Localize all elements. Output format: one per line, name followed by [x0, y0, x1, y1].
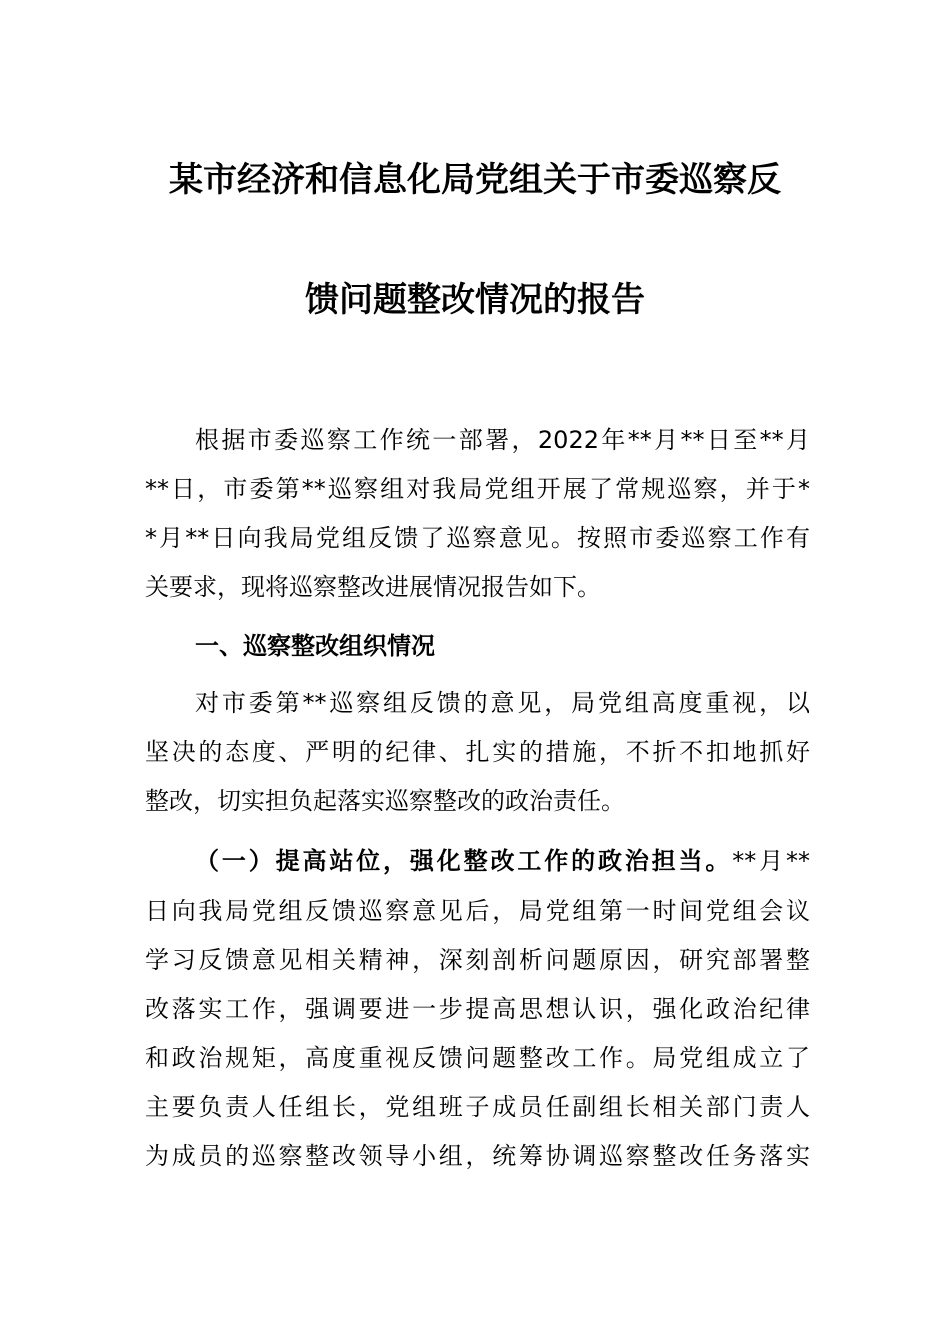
section-1-heading: 一、巡察整改组织情况 [195, 632, 435, 660]
paragraph-3-line-3: 改落实工作，强调要进一步提高思想认识，强化政治纪律 [145, 995, 810, 1023]
document-title-line-2: 馈问题整改情况的报告 [305, 280, 645, 320]
paragraph-1-line-2: **日，市委第**巡察组对我局党组开展了常规巡察，并于* [145, 475, 810, 503]
paragraph-3-line-2: 学习反馈意见相关精神，深刻剖析问题原因，研究部署整 [145, 946, 810, 974]
paragraph-1-line-3: *月**日向我局党组反馈了巡察意见。按照市委巡察工作有 [145, 524, 810, 552]
subsection-1-lead-line [195, 845, 810, 877]
paragraph-2-line-2: 坚决的态度、严明的纪律、扎实的措施，不折不扣地抓好 [145, 738, 810, 766]
paragraph-1-line-4: 关要求，现将巡察整改进展情况报告如下。 [145, 573, 601, 601]
subsection-1-heading: （一）提高站位，强化整改工作的政治担当。 [195, 847, 733, 875]
paragraph-2-line-1: 对市委第**巡察组反馈的意见，局党组高度重视，以 [195, 689, 810, 717]
paragraph-3-line-1: 日向我局党组反馈巡察意见后，局党组第一时间党组会议 [145, 897, 810, 925]
paragraph-3-line-6: 为成员的巡察整改领导小组，统筹协调巡察整改任务落实 [145, 1142, 810, 1170]
paragraph-1-line-1: 根据市委巡察工作统一部署，2022年**月**日至**月 [195, 426, 810, 454]
subsection-1-lead-tail: **月** [732, 847, 811, 875]
document-title-line-1: 某市经济和信息化局党组关于市委巡察反 [169, 160, 781, 200]
paragraph-3-line-5: 主要负责人任组长，党组班子成员任副组长相关部门责人 [145, 1093, 810, 1121]
paragraph-2-line-3: 整改，切实担负起落实巡察整改的政治责任。 [145, 787, 625, 815]
paragraph-3-line-4: 和政治规矩，高度重视反馈问题整改工作。局党组成立了 [145, 1044, 810, 1072]
